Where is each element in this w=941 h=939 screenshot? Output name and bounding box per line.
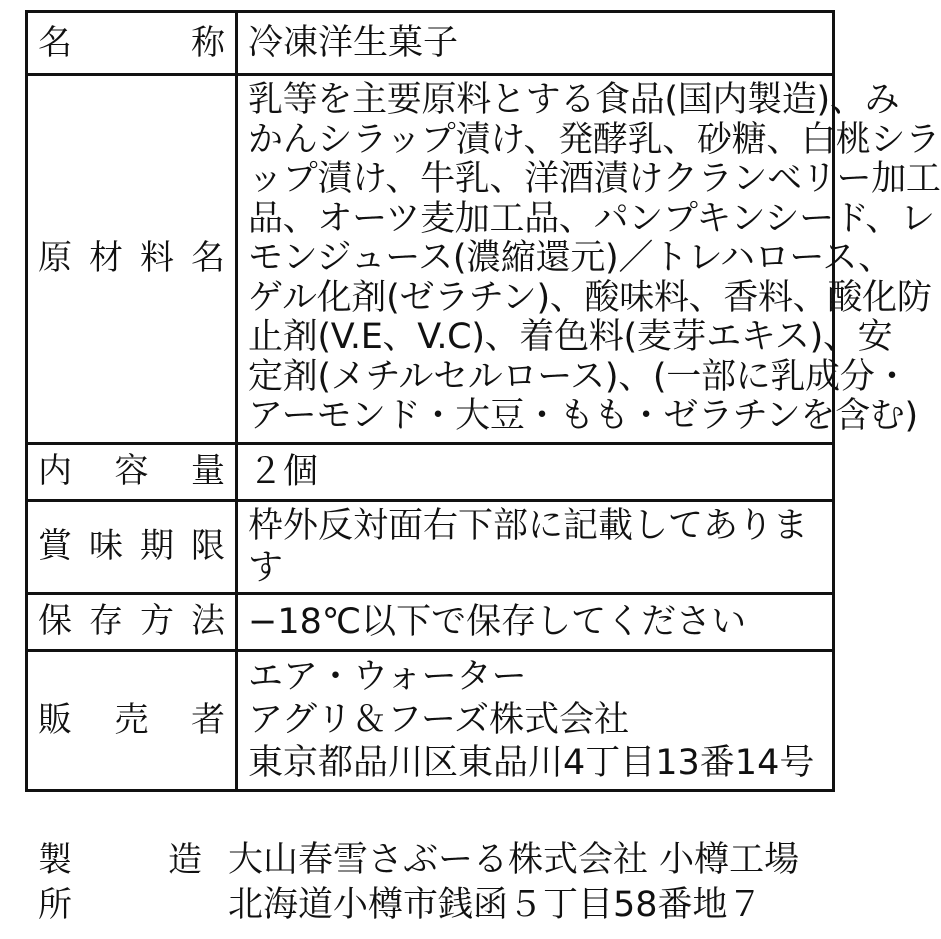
ingredients-line: 定剤(メチルセルロース)、(一部に乳成分・ <box>248 356 910 397</box>
food-label-table <box>25 10 941 792</box>
name-label: 名 称 <box>27 12 237 75</box>
name-value: 冷凍洋生菓子 <box>237 12 834 75</box>
manufacturer-label: 製 造 所 <box>38 840 236 925</box>
expiry-label: 賞味期限 <box>27 500 237 593</box>
manufacturer-value <box>215 838 799 928</box>
ingredients-line: ゲル化剤(ゼラチン)、酸味料、香料、酸化防 <box>248 277 932 318</box>
ingredients-line: アーモンド・大豆・もも・ゼラチンを含む) <box>248 396 918 436</box>
manufacturer-section <box>25 838 835 928</box>
seller-value <box>237 650 834 790</box>
manufacturer-line: 北海道小樽市銭函５丁目58番地７ <box>228 885 763 925</box>
ingredients-line: 品、オーツ麦加工品、パンプキンシード、レ <box>248 198 935 239</box>
storage-label: 保存方法 <box>27 593 237 650</box>
row-storage <box>27 593 834 650</box>
ingredients-line: かんシラップ漬け、発酵乳、砂糖、白桃シラ <box>248 119 940 160</box>
seller-label: 販 売 者 <box>27 650 237 790</box>
row-seller <box>27 650 834 790</box>
expiry-value: 枠外反対面右下部に記載してあります <box>237 500 834 593</box>
row-ingredients <box>27 75 834 444</box>
ingredients-line: 乳等を主要原料とする食品(国内製造)、み <box>248 80 900 120</box>
ingredients-value <box>237 75 941 444</box>
row-content <box>27 443 834 500</box>
manufacturer-line: 大山春雪さぶーる株式会社 小樽工場 <box>228 840 800 880</box>
content-label: 内 容 量 <box>27 443 237 500</box>
seller-line: エア・ウォーター <box>248 656 527 697</box>
row-name <box>27 12 834 75</box>
ingredients-line: 止剤(V.E、V.C)、着色料(麦芽エキス)、安 <box>248 317 893 357</box>
ingredients-line: モンジュース(濃縮還元)／トレハロース、 <box>248 238 893 278</box>
ingredients-line: ップ漬け、牛乳、洋酒漬けクランベリー加工 <box>248 159 941 199</box>
content-value: ２個 <box>237 443 834 500</box>
seller-line: アグリ＆フーズ株式会社 <box>248 699 630 740</box>
row-expiry <box>27 500 834 593</box>
seller-line: 東京都品川区東品川4丁目13番14号 <box>248 742 815 783</box>
ingredients-label: 原材料名 <box>27 75 237 444</box>
storage-value: −18℃以下で保存してください <box>237 593 834 650</box>
